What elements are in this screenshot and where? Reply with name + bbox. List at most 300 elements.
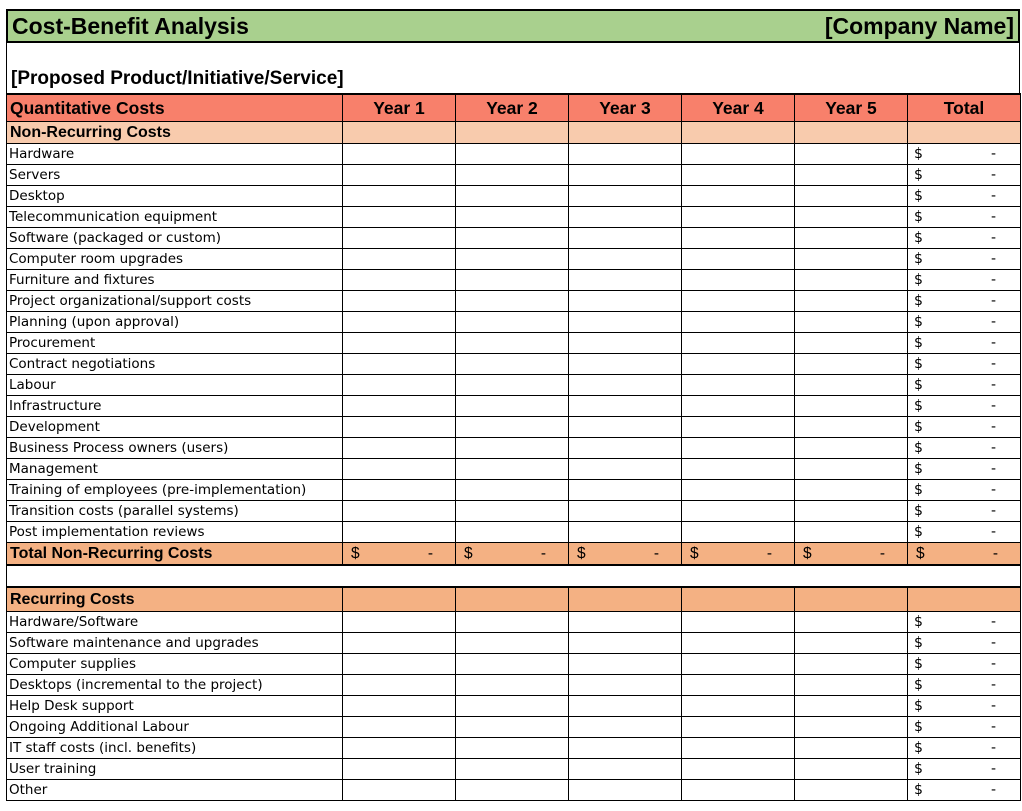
row-label[interactable]: Telecommunication equipment [7, 207, 343, 228]
year-5-cell[interactable] [795, 375, 908, 396]
row-label[interactable]: Computer supplies [7, 654, 343, 675]
year-5-cell[interactable] [795, 207, 908, 228]
year-3-cell[interactable] [569, 780, 682, 801]
row-total-cell[interactable] [908, 417, 1021, 438]
row-label[interactable]: Procurement [7, 333, 343, 354]
currency-amount: - [990, 356, 996, 372]
row-label[interactable]: Development [7, 417, 343, 438]
cell[interactable] [682, 587, 795, 612]
cell[interactable] [569, 122, 682, 144]
year-5-cell[interactable] [795, 480, 908, 501]
year-3-cell[interactable] [569, 675, 682, 696]
year-4-cell[interactable] [682, 612, 795, 633]
year-2-cell[interactable] [456, 291, 569, 312]
row-total-cell[interactable] [908, 375, 1021, 396]
table-row [7, 312, 1021, 333]
year-4-cell[interactable] [682, 270, 795, 291]
row-label[interactable]: Help Desk support [7, 696, 343, 717]
year-5-cell[interactable] [795, 738, 908, 759]
year-5-cell[interactable] [795, 333, 908, 354]
table-row [7, 696, 1021, 717]
table-row [7, 270, 1021, 291]
year-4-total-cell[interactable] [682, 543, 795, 566]
currency-amount: - [990, 335, 996, 351]
row-total-cell[interactable] [908, 654, 1021, 675]
year-4-cell[interactable] [682, 522, 795, 543]
year-3-cell[interactable] [569, 654, 682, 675]
year-4-cell[interactable] [682, 480, 795, 501]
year-2-cell[interactable] [456, 354, 569, 375]
year-1-cell[interactable] [343, 633, 456, 654]
section-heading[interactable]: Recurring Costs [7, 587, 343, 612]
row-label[interactable]: Software (packaged or custom) [7, 228, 343, 249]
row-label[interactable]: Servers [7, 165, 343, 186]
row-label[interactable]: Business Process owners (users) [7, 438, 343, 459]
year-2-cell[interactable] [456, 186, 569, 207]
year-2-cell[interactable] [456, 522, 569, 543]
year-4-cell[interactable] [682, 633, 795, 654]
currency-value [795, 545, 907, 563]
year-4-cell[interactable] [682, 738, 795, 759]
row-label[interactable]: Hardware/Software [7, 612, 343, 633]
year-2-cell[interactable] [456, 312, 569, 333]
table-row [7, 417, 1021, 438]
year-1-cell[interactable] [343, 438, 456, 459]
row-total-cell[interactable] [908, 780, 1021, 801]
table-row [7, 522, 1021, 543]
currency-symbol: $ [914, 698, 923, 714]
proposed-product[interactable]: [Proposed Product/Initiative/Service] [11, 68, 344, 89]
currency-value [908, 503, 1020, 519]
row-total-cell[interactable] [908, 270, 1021, 291]
year-2-cell[interactable] [456, 333, 569, 354]
year-1-cell[interactable] [343, 459, 456, 480]
year-1-cell[interactable] [343, 480, 456, 501]
year-1-cell[interactable] [343, 717, 456, 738]
row-label[interactable]: Planning (upon approval) [7, 312, 343, 333]
currency-value [908, 635, 1020, 651]
year-2-cell[interactable] [456, 780, 569, 801]
year-2-cell[interactable] [456, 438, 569, 459]
year-4-cell[interactable] [682, 759, 795, 780]
year-2-cell[interactable] [456, 654, 569, 675]
currency-value [908, 230, 1020, 246]
currency-value [908, 398, 1020, 414]
year-5-cell[interactable] [795, 696, 908, 717]
row-total-cell[interactable] [908, 333, 1021, 354]
table-row [7, 438, 1021, 459]
currency-symbol: $ [914, 482, 923, 498]
year-1-cell[interactable] [343, 654, 456, 675]
cell[interactable] [795, 587, 908, 612]
year-1-total-cell[interactable] [343, 543, 456, 566]
year-3-cell[interactable] [569, 738, 682, 759]
cell[interactable] [682, 122, 795, 144]
row-total-cell[interactable] [908, 312, 1021, 333]
currency-value [908, 356, 1020, 372]
year-1-cell[interactable] [343, 375, 456, 396]
year-3-cell[interactable] [569, 633, 682, 654]
year-4-cell[interactable] [682, 375, 795, 396]
table-row [7, 354, 1021, 375]
year-5-total-cell[interactable] [795, 543, 908, 566]
year-3-cell[interactable] [569, 696, 682, 717]
row-label[interactable]: Contract negotiations [7, 354, 343, 375]
year-3-cell[interactable] [569, 186, 682, 207]
year-5-cell[interactable] [795, 396, 908, 417]
currency-amount: - [990, 656, 996, 672]
row-label[interactable]: IT staff costs (incl. benefits) [7, 738, 343, 759]
row-label[interactable]: Post implementation reviews [7, 522, 343, 543]
table-row [7, 249, 1021, 270]
row-total-cell[interactable] [908, 291, 1021, 312]
year-5-cell[interactable] [795, 522, 908, 543]
cell[interactable] [343, 587, 456, 612]
year-4-cell[interactable] [682, 144, 795, 165]
row-label[interactable]: Project organizational/support costs [7, 291, 343, 312]
row-label[interactable]: Labour [7, 375, 343, 396]
currency-symbol: $ [577, 544, 586, 562]
year-4-cell[interactable] [682, 207, 795, 228]
currency-symbol: $ [916, 544, 925, 562]
currency-value [908, 677, 1020, 693]
currency-amount: - [990, 482, 996, 498]
year-2-cell[interactable] [456, 738, 569, 759]
row-total-cell[interactable] [908, 165, 1021, 186]
year-5-cell[interactable] [795, 270, 908, 291]
year-5-cell[interactable] [795, 291, 908, 312]
currency-symbol: $ [914, 230, 923, 246]
year-3-cell[interactable] [569, 522, 682, 543]
cell[interactable] [908, 587, 1021, 612]
year-2-cell[interactable] [456, 696, 569, 717]
year-4-cell[interactable] [682, 696, 795, 717]
year-1-cell[interactable] [343, 270, 456, 291]
currency-value [908, 545, 1020, 563]
year-1-cell[interactable] [343, 612, 456, 633]
spacer-cell [7, 565, 1021, 587]
year-5-cell[interactable] [795, 438, 908, 459]
year-5-cell[interactable] [795, 717, 908, 738]
currency-amount: - [990, 677, 996, 693]
currency-amount: - [990, 698, 996, 714]
year-1-cell[interactable] [343, 738, 456, 759]
year-1-cell[interactable] [343, 312, 456, 333]
year-1-cell[interactable] [343, 291, 456, 312]
header-total[interactable]: Total [908, 94, 1021, 122]
year-5-cell[interactable] [795, 675, 908, 696]
table-row [7, 675, 1021, 696]
table-row [7, 186, 1021, 207]
year-1-cell[interactable] [343, 333, 456, 354]
year-1-cell[interactable] [343, 501, 456, 522]
year-2-cell[interactable] [456, 717, 569, 738]
year-5-cell[interactable] [795, 186, 908, 207]
year-3-cell[interactable] [569, 459, 682, 480]
year-3-cell[interactable] [569, 480, 682, 501]
currency-amount: - [990, 314, 996, 330]
year-4-cell[interactable] [682, 186, 795, 207]
row-total-cell[interactable] [908, 459, 1021, 480]
header-year-5[interactable]: Year 5 [795, 94, 908, 122]
cell[interactable] [456, 122, 569, 144]
row-total-cell[interactable] [908, 696, 1021, 717]
sheet-title[interactable]: Cost-Benefit Analysis [12, 12, 249, 39]
header-year-4[interactable]: Year 4 [682, 94, 795, 122]
row-label[interactable]: Training of employees (pre-implementation) [7, 480, 343, 501]
year-2-cell[interactable] [456, 633, 569, 654]
currency-value [908, 461, 1020, 477]
year-3-cell[interactable] [569, 417, 682, 438]
currency-symbol: $ [914, 419, 923, 435]
section-heading[interactable]: Non-Recurring Costs [7, 122, 343, 144]
currency-symbol: $ [914, 272, 923, 288]
year-4-cell[interactable] [682, 333, 795, 354]
year-3-cell[interactable] [569, 312, 682, 333]
currency-amount: - [990, 419, 996, 435]
row-total-cell[interactable] [908, 144, 1021, 165]
cell[interactable] [795, 122, 908, 144]
row-total-cell[interactable] [908, 501, 1021, 522]
row-label[interactable]: Desktop [7, 186, 343, 207]
currency-amount: - [653, 544, 659, 562]
company-name[interactable]: [Company Name] [824, 12, 1014, 39]
row-total-cell[interactable] [908, 522, 1021, 543]
currency-symbol: $ [914, 440, 923, 456]
year-5-cell[interactable] [795, 459, 908, 480]
year-3-cell[interactable] [569, 759, 682, 780]
header-label[interactable]: Quantitative Costs [7, 94, 343, 122]
currency-amount: - [766, 544, 772, 562]
row-total-cell[interactable] [908, 612, 1021, 633]
year-1-cell[interactable] [343, 780, 456, 801]
year-3-cell[interactable] [569, 249, 682, 270]
row-label[interactable]: Management [7, 459, 343, 480]
year-1-cell[interactable] [343, 186, 456, 207]
table-row [7, 207, 1021, 228]
total-row-non-recurring [7, 543, 1021, 566]
currency-value [908, 377, 1020, 393]
row-label[interactable]: User training [7, 759, 343, 780]
currency-amount: - [990, 209, 996, 225]
row-total-cell[interactable] [908, 207, 1021, 228]
year-5-cell[interactable] [795, 780, 908, 801]
row-total-cell[interactable] [908, 354, 1021, 375]
header-year-1[interactable]: Year 1 [343, 94, 456, 122]
cell[interactable] [569, 587, 682, 612]
cell[interactable] [456, 587, 569, 612]
currency-amount: - [990, 146, 996, 162]
currency-value [343, 545, 455, 563]
row-label[interactable]: Transition costs (parallel systems) [7, 501, 343, 522]
year-1-cell[interactable] [343, 228, 456, 249]
currency-amount: - [992, 544, 998, 562]
year-3-cell[interactable] [569, 291, 682, 312]
year-5-cell[interactable] [795, 612, 908, 633]
currency-value [908, 188, 1020, 204]
year-4-cell[interactable] [682, 438, 795, 459]
currency-symbol: $ [914, 761, 923, 777]
row-total-cell[interactable] [908, 759, 1021, 780]
row-total-cell[interactable] [908, 675, 1021, 696]
row-label[interactable]: Other [7, 780, 343, 801]
currency-value [908, 209, 1020, 225]
currency-amount: - [879, 544, 885, 562]
table-row [7, 396, 1021, 417]
year-3-cell[interactable] [569, 717, 682, 738]
year-1-cell[interactable] [343, 354, 456, 375]
year-2-cell[interactable] [456, 417, 569, 438]
year-1-cell[interactable] [343, 675, 456, 696]
year-3-cell[interactable] [569, 270, 682, 291]
year-3-cell[interactable] [569, 501, 682, 522]
year-1-cell[interactable] [343, 696, 456, 717]
currency-symbol: $ [914, 461, 923, 477]
grand-total-cell[interactable] [908, 543, 1021, 566]
row-total-cell[interactable] [908, 717, 1021, 738]
year-3-cell[interactable] [569, 144, 682, 165]
year-5-cell[interactable] [795, 228, 908, 249]
currency-value [908, 293, 1020, 309]
spacer-row [7, 565, 1021, 587]
year-1-cell[interactable] [343, 207, 456, 228]
year-2-cell[interactable] [456, 144, 569, 165]
year-3-cell[interactable] [569, 612, 682, 633]
row-total-cell[interactable] [908, 438, 1021, 459]
year-4-cell[interactable] [682, 501, 795, 522]
year-3-cell[interactable] [569, 165, 682, 186]
row-label[interactable]: Infrastructure [7, 396, 343, 417]
year-4-cell[interactable] [682, 717, 795, 738]
year-2-cell[interactable] [456, 207, 569, 228]
year-5-cell[interactable] [795, 633, 908, 654]
year-2-cell[interactable] [456, 612, 569, 633]
year-2-cell[interactable] [456, 759, 569, 780]
currency-value [908, 167, 1020, 183]
year-2-cell[interactable] [456, 228, 569, 249]
year-4-cell[interactable] [682, 675, 795, 696]
table-row [7, 333, 1021, 354]
row-label[interactable]: Ongoing Additional Labour [7, 717, 343, 738]
year-5-cell[interactable] [795, 759, 908, 780]
currency-value [908, 719, 1020, 735]
currency-symbol: $ [914, 677, 923, 693]
year-3-cell[interactable] [569, 333, 682, 354]
year-2-total-cell[interactable] [456, 543, 569, 566]
year-3-cell[interactable] [569, 354, 682, 375]
year-1-cell[interactable] [343, 144, 456, 165]
year-2-cell[interactable] [456, 675, 569, 696]
row-total-cell[interactable] [908, 396, 1021, 417]
year-4-cell[interactable] [682, 417, 795, 438]
year-1-cell[interactable] [343, 759, 456, 780]
year-5-cell[interactable] [795, 165, 908, 186]
year-2-cell[interactable] [456, 480, 569, 501]
row-label[interactable]: Hardware [7, 144, 343, 165]
currency-value [908, 440, 1020, 456]
row-label[interactable]: Computer room upgrades [7, 249, 343, 270]
header-year-3[interactable]: Year 3 [569, 94, 682, 122]
row-label[interactable]: Furniture and fixtures [7, 270, 343, 291]
cell[interactable] [343, 122, 456, 144]
year-5-cell[interactable] [795, 501, 908, 522]
currency-amount: - [990, 398, 996, 414]
year-5-cell[interactable] [795, 312, 908, 333]
header-year-2[interactable]: Year 2 [456, 94, 569, 122]
year-2-cell[interactable] [456, 270, 569, 291]
year-2-cell[interactable] [456, 249, 569, 270]
currency-amount: - [990, 761, 996, 777]
year-1-cell[interactable] [343, 165, 456, 186]
year-4-cell[interactable] [682, 354, 795, 375]
row-label[interactable]: Desktops (incremental to the project) [7, 675, 343, 696]
row-total-cell[interactable] [908, 738, 1021, 759]
currency-symbol: $ [914, 398, 923, 414]
year-5-cell[interactable] [795, 354, 908, 375]
year-4-cell[interactable] [682, 396, 795, 417]
currency-symbol: $ [914, 719, 923, 735]
currency-amount: - [990, 188, 996, 204]
currency-symbol: $ [914, 656, 923, 672]
row-total-cell[interactable] [908, 249, 1021, 270]
row-total-cell[interactable] [908, 480, 1021, 501]
cell[interactable] [908, 122, 1021, 144]
currency-value [908, 614, 1020, 630]
year-4-cell[interactable] [682, 249, 795, 270]
year-4-cell[interactable] [682, 312, 795, 333]
year-5-cell[interactable] [795, 249, 908, 270]
year-1-cell[interactable] [343, 522, 456, 543]
year-4-cell[interactable] [682, 459, 795, 480]
total-label[interactable]: Total Non-Recurring Costs [7, 543, 343, 566]
year-4-cell[interactable] [682, 228, 795, 249]
year-1-cell[interactable] [343, 396, 456, 417]
row-label[interactable]: Software maintenance and upgrades [7, 633, 343, 654]
year-4-cell[interactable] [682, 654, 795, 675]
year-5-cell[interactable] [795, 417, 908, 438]
currency-value [908, 698, 1020, 714]
row-total-cell[interactable] [908, 186, 1021, 207]
year-2-cell[interactable] [456, 396, 569, 417]
row-total-cell[interactable] [908, 633, 1021, 654]
spreadsheet [6, 9, 1020, 801]
year-3-cell[interactable] [569, 375, 682, 396]
currency-value [908, 335, 1020, 351]
currency-amount: - [990, 740, 996, 756]
year-4-cell[interactable] [682, 165, 795, 186]
row-total-cell[interactable] [908, 228, 1021, 249]
year-5-cell[interactable] [795, 654, 908, 675]
year-3-cell[interactable] [569, 438, 682, 459]
year-2-cell[interactable] [456, 165, 569, 186]
year-3-total-cell[interactable] [569, 543, 682, 566]
currency-symbol: $ [914, 293, 923, 309]
year-4-cell[interactable] [682, 780, 795, 801]
year-3-cell[interactable] [569, 207, 682, 228]
currency-symbol: $ [914, 251, 923, 267]
year-2-cell[interactable] [456, 375, 569, 396]
year-1-cell[interactable] [343, 249, 456, 270]
year-3-cell[interactable] [569, 396, 682, 417]
year-1-cell[interactable] [343, 417, 456, 438]
currency-amount: - [990, 167, 996, 183]
year-4-cell[interactable] [682, 291, 795, 312]
year-2-cell[interactable] [456, 501, 569, 522]
currency-symbol: $ [914, 503, 923, 519]
year-2-cell[interactable] [456, 459, 569, 480]
year-5-cell[interactable] [795, 144, 908, 165]
year-3-cell[interactable] [569, 228, 682, 249]
